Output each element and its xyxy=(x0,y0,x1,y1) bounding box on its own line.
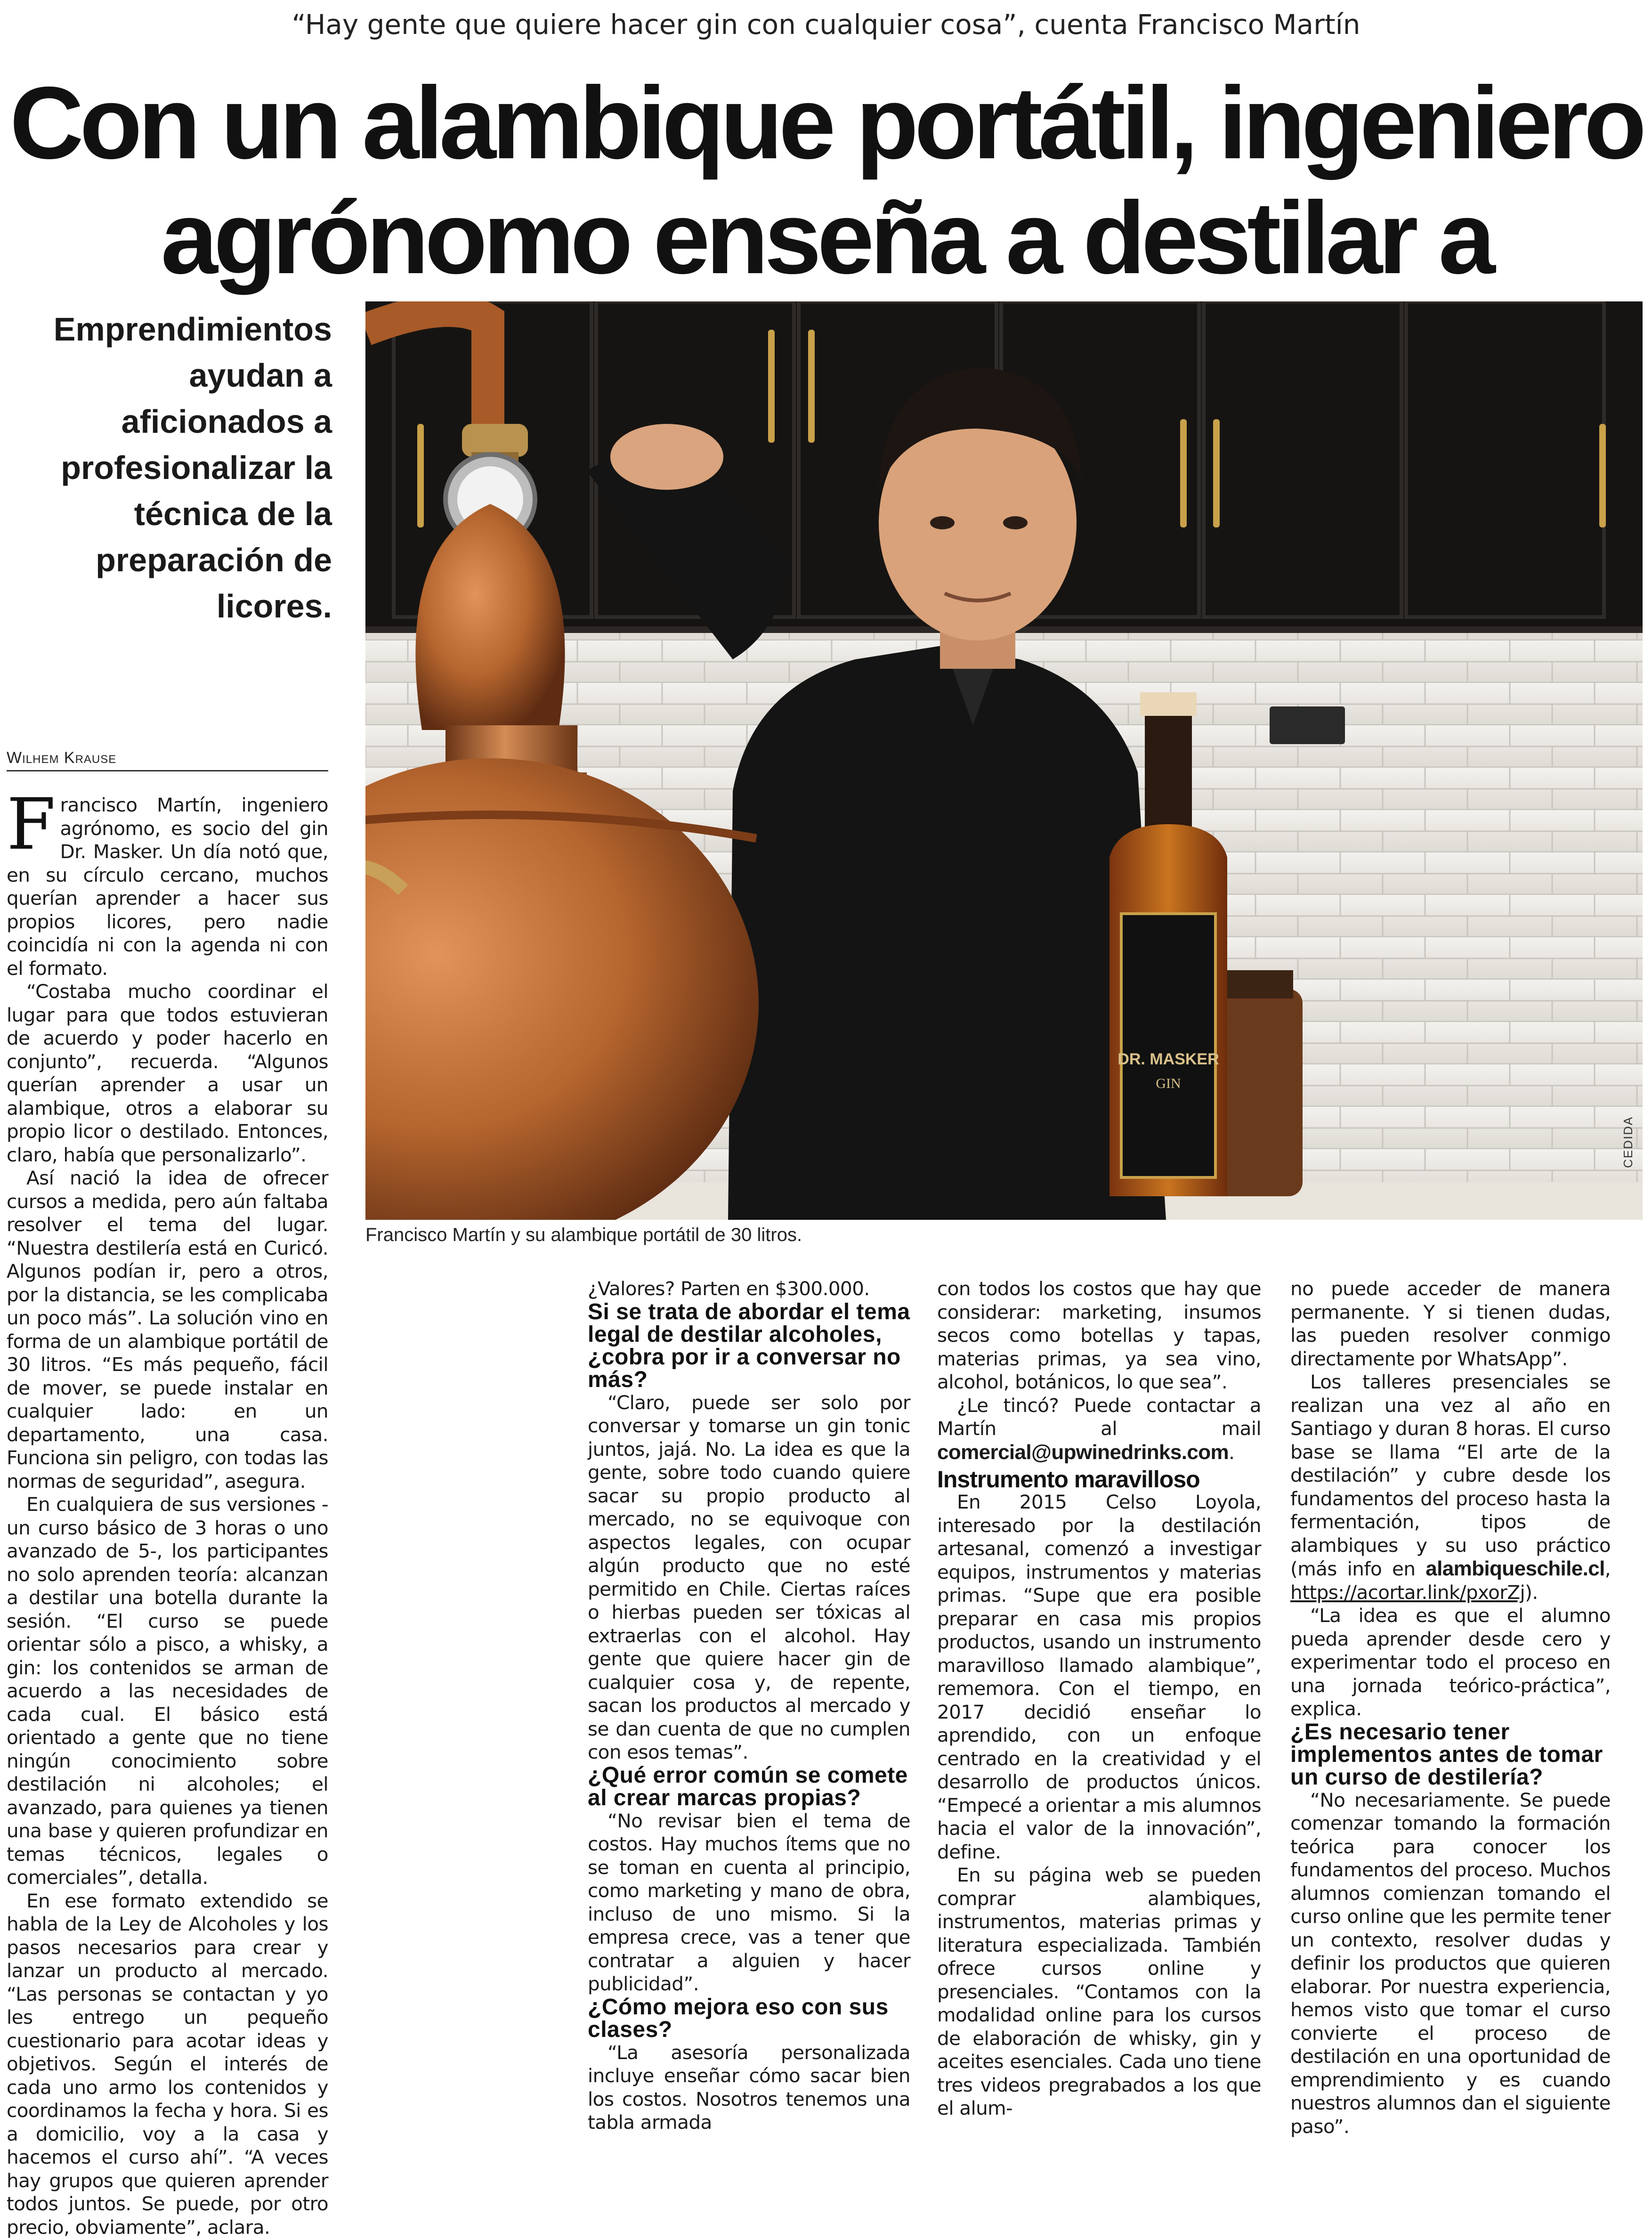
contact-email: comercial@upwinedrinks.com xyxy=(937,1441,1229,1464)
interview-question: ¿Qué error común se comete al crear marcas propias? xyxy=(588,1764,910,1809)
interview-question: ¿Cómo mejora eso con sus clases? xyxy=(588,1996,910,2041)
paragraph: “La asesoría personalizada incluye enseñar cómo sacar bien los costos. Nosotros tenemos una tabla armada xyxy=(588,2041,910,2134)
photo-credit: CEDIDA xyxy=(1621,1116,1636,1168)
paragraph: “Costaba mucho coordinar el lugar para que todos estuvieran de acuerdo y poder hacerlo en conjunto”, recuerda. “Algunos querían aprender a usar un alambique, otros a elaborar su propio licor o destilado. Entonces, claro, había que personalizarlo”. xyxy=(7,980,328,1167)
paragraph-text: rancisco Martín, ingeniero agrónomo, es socio del gin Dr. Masker. Un día notó que, en su círculo cercano, muchos querían aprender a hacer sus propios licores, pero nadie coincidía ni con la agenda ni con el formato. xyxy=(7,794,328,980)
paragraph: no puede acceder de manera permanente. Y si tienen dudas, las pueden resolver conmigo directamente por WhatsApp”. xyxy=(1290,1277,1611,1371)
paragraph: ¿Valores? Parten en $300.000. xyxy=(588,1277,910,1301)
paragraph: Así nació la idea de ofrecer cursos a medida, pero aún faltaba resolver el tema del lugar. “Nuestra destilería está en Curicó. Algunos podían ir, pero a otros, por la distancia, se les complicaba un poco más”. La solución vino en forma de un alambique portátil de 30 litros. “Es más pequeño, fácil de mover, se puede instalar en cualquier lado: en un departamento, una casa. Funciona sin peligro, con todas las normas de seguridad”, asegura. xyxy=(7,1167,328,1493)
paragraph: “Claro, puede ser solo por conversar y tomarse un gin tonic juntos, jajá. No. La idea es que la gente, sobre todo cuando quiere sacar su propio producto al mercado, no se equivoque con aspectos legales, con ocupar algún producto que no esté permitido en Chile. Ciertas raíces o hierbas pueden ser tóxicas al extraerlas con el alcohol. Hay gente que quiere hacer gin de cualquier cosa y, de repente, sacan los productos al mercado y se dan cuenta de que no cumplen con esos temas”. xyxy=(588,1391,910,1764)
paragraph: “La idea es que el alumno pueda aprender desde cero y experimentar todo el proceso en una jornada teórico-práctica”, explica. xyxy=(1290,1604,1611,1721)
paragraph: En cualquiera de sus versiones -un curso básico de 3 horas o uno avanzado de 5-, los participantes no solo aprenden teoría: alcanzan a destilar una botella durante la sesión. “El curso se puede orientar sólo a pisco, a whisky, a gin: los contenidos se arman de acuerdo a las necesidades de cada cual. El básico está orientado a gente que no tiene ningún conocimiento sobre destilación ni alcoholes; el avanzado, para quienes ya tienen una base y quieren profundizar en temas técnicos, legales o comerciales”, detalla. xyxy=(7,1493,328,1890)
interview-question: ¿Es necesario tener implementos antes de tomar un curso de destilería? xyxy=(1290,1721,1611,1789)
paragraph-text: Los talleres presenciales se realizan una vez al año en Santiago y duran 8 horas. El curso base se llama “El arte de la destilación” y cubre desde los fundamentos del proceso hasta la fermentación, tipos de alambiques y su uso práctico (más info en xyxy=(1290,1371,1611,1580)
paragraph: En ese formato extendido se habla de la Ley de Alcoholes y los pasos necesarios para crear y lanzar un producto al mercado. “Las personas se contactan y yo les entrego un pequeño cuestionario para acotar ideas y objetivos. Según el interés de cada uno armo los contenidos y coordinamos la fecha y hora. Si es a domicilio, voy a la casa y hacemos el curso ahí”. “A veces hay grupos que quieren aprender todos juntos. Se puede, por otro precio, obviamente”, aclara. xyxy=(7,1890,328,2239)
paragraph: “No revisar bien el tema de costos. Hay muchos ítems que no se toman en cuenta al principio, como marketing y mano de obra, incluso de uno mismo. Si la empresa crece, vas a tener que contratar a alguien y hacer publicidad”. xyxy=(588,1809,910,1996)
kicker: “Hay gente que quiere hacer gin con cualquier cosa”, cuenta Francisco Martín xyxy=(0,8,1652,41)
byline: Wilhem Krause xyxy=(7,749,328,771)
short-link: https://acortar.link/pxorZj xyxy=(1290,1581,1525,1604)
photo-illustration xyxy=(365,301,1643,1220)
bottle-label-type: GIN xyxy=(1156,1076,1181,1091)
column-1 xyxy=(7,794,328,2239)
column-4 xyxy=(1290,1277,1611,2138)
paragraph xyxy=(7,794,328,980)
website-name: alambiqueschile.cl xyxy=(1425,1557,1604,1580)
interview-question: Si se trata de abordar el tema legal de destilar alcoholes, ¿cobra por ir a conversar no más? xyxy=(588,1301,910,1391)
paragraph: “No necesariamente. Se puede comenzar tomando la formación teórica para conocer los fundamentos del proceso. Muchos alumnos comienzan tomando el curso online que les permite tener un contexto, resolver dudas y definir los productos que quieren elaborar. Por nuestra experiencia, hemos visto que tomar el curso convierte el proceso de destilación en una oportunidad de emprendimiento y es cuando nuestros alumnos dan el siguiente paso”. xyxy=(1290,1789,1611,2139)
paragraph-text: ¿Le tincó? Puede contactar a Martín al mail xyxy=(937,1394,1261,1440)
paragraph: En 2015 Celso Loyola, interesado por la destilación artesanal, comenzó a investigar equipos, instrumentos y materias primas. “Supe que era posible preparar en casa mis propios productos, usando un instrumento maravilloso llamado alambique”, rememora. Con el tiempo, en 2017 decidió enseñar lo aprendido, con un enfoque centrado en la creatividad y el desarrollo de productos únicos. “Empecé a orientar a mis alumnos hacia el valor de la innovación”, define. xyxy=(937,1491,1261,1864)
paragraph-text: , xyxy=(1605,1558,1611,1580)
paragraph: En su página web se pueden comprar alambiques, instrumentos, materias primas y literatura especializada. También ofrece cursos online y presenciales. “Contamos con la modalidad online para los cursos de elaboración de whisky, gin y aceites esenciales. Cada uno tiene tres videos pregrabados a los que el alum- xyxy=(937,1864,1261,2120)
drop-cap: F xyxy=(7,796,55,853)
section-subhead: Instrumento maravilloso xyxy=(937,1468,1261,1491)
deck: Emprendimientos ayudan a aficionados a profesionalizar la técnica de la preparación de licores. xyxy=(19,306,332,629)
paragraph: con todos los costos que hay que considerar: marketing, insumos secos como botellas y tapas, materias primas, ya sea vino, alcohol, botánicos, lo que sea”. xyxy=(937,1277,1261,1394)
paragraph-text: ). xyxy=(1525,1581,1538,1604)
column-2 xyxy=(588,1277,910,2134)
column-3 xyxy=(937,1277,1261,2120)
headline-line-1: Con un alambique portátil, ingeniero xyxy=(0,66,1652,181)
photo-caption: Francisco Martín y su alambique portátil de 30 litros. xyxy=(365,1225,1025,1246)
bottle-label-brand: DR. MASKER xyxy=(1118,1050,1219,1068)
headline-line-2: agrónomo enseña a destilar a xyxy=(0,181,1652,411)
article-photo xyxy=(365,301,1643,1220)
paragraph xyxy=(1290,1371,1611,1604)
paragraph xyxy=(937,1394,1261,1465)
paragraph-text: . xyxy=(1229,1441,1234,1464)
